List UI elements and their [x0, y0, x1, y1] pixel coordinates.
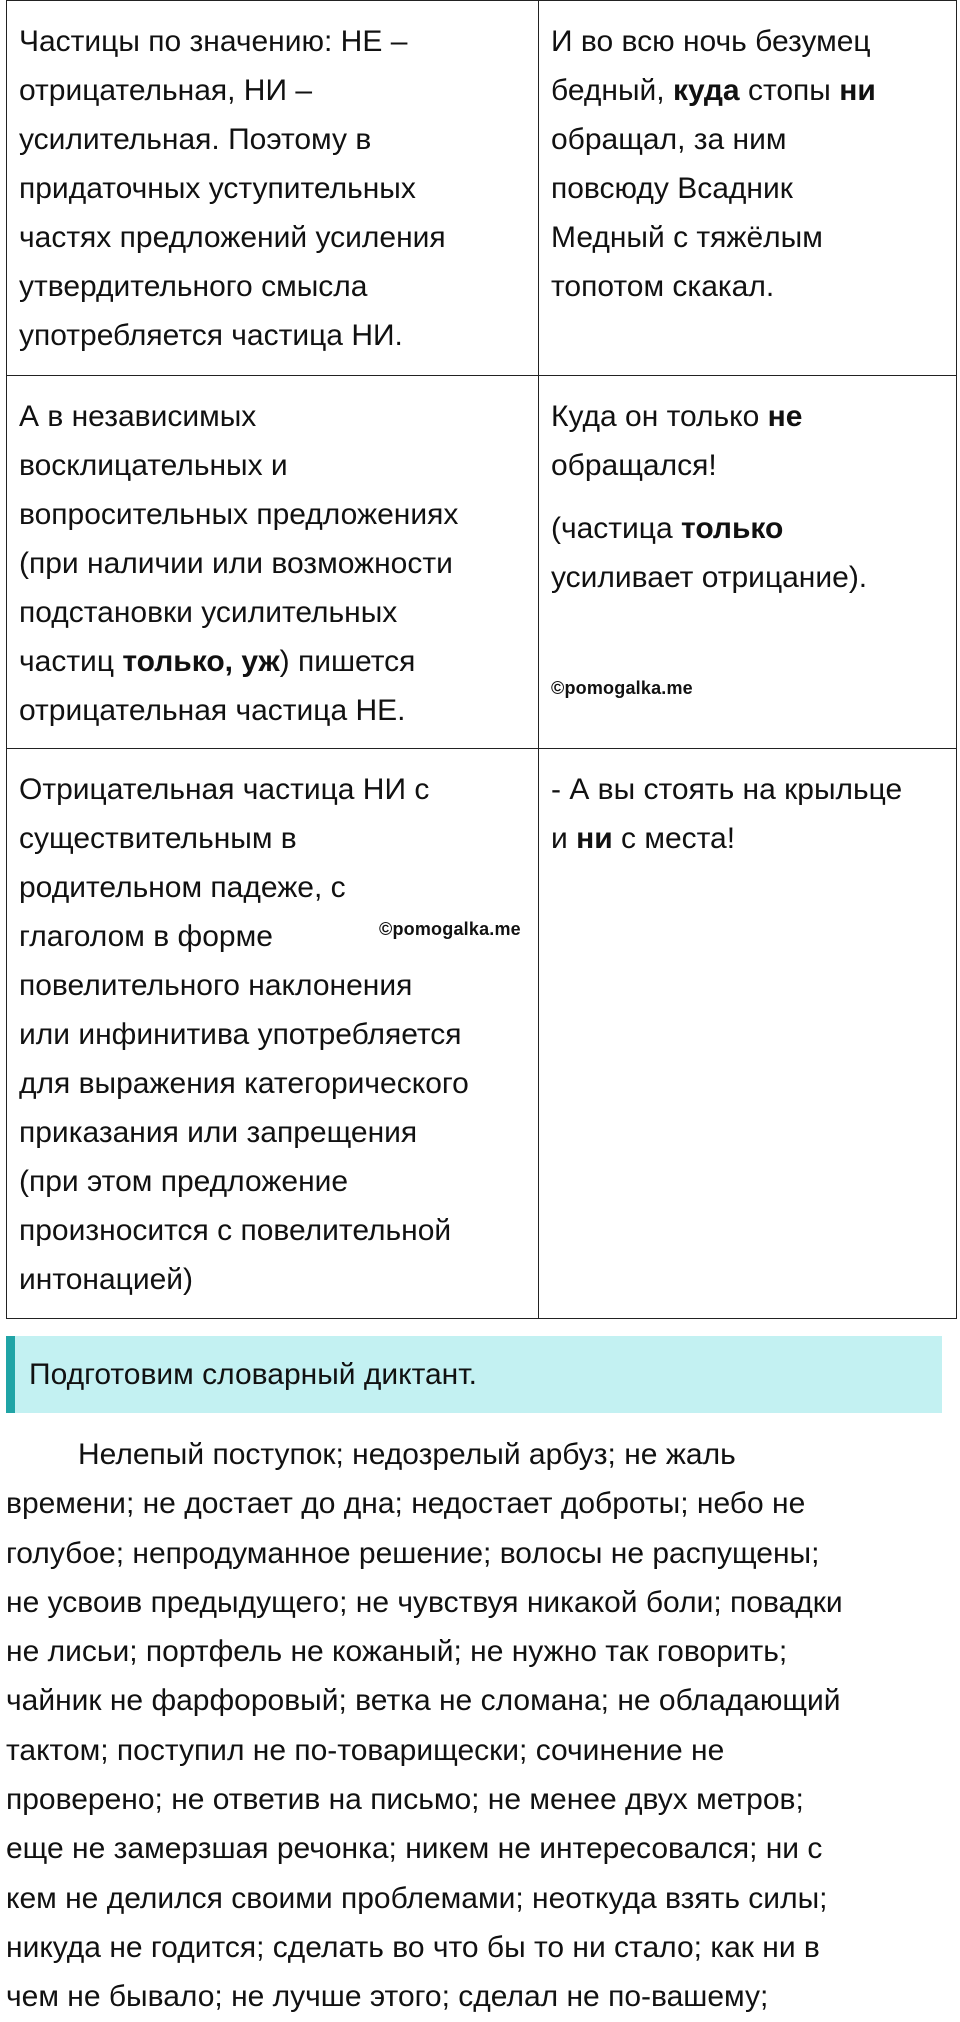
example-cell	[539, 376, 957, 749]
example-line: И во всю ночь безумец	[551, 25, 871, 58]
example-bold: ни	[576, 822, 613, 855]
rule-line: интонацией)	[19, 1263, 194, 1296]
rule-text: ) пишется	[279, 645, 416, 678]
example-paragraph	[551, 504, 946, 602]
dictation-line: никуда не годится; сделать во что бы то ни стало; как ни в	[6, 1930, 820, 1964]
dictation-line: голубое; непродуманное решение; волосы не распущены;	[6, 1536, 820, 1570]
rule-line: подстановки усилительных	[19, 596, 398, 629]
rule-line: восклицательных и	[19, 449, 288, 482]
example-cell	[539, 1, 957, 376]
example-line: усиливает отрицание).	[551, 561, 868, 594]
dictation-line: Нелепый поступок; недозрелый арбуз; не жаль	[78, 1438, 736, 1471]
rule-cell	[7, 1, 539, 376]
rule-line: (при этом предложение	[19, 1165, 349, 1198]
dictation-line: не усвоив предыдущего; не чувствуя никакой боли; повадки	[6, 1585, 843, 1619]
rule-line: Отрицательная частица НИ с	[19, 773, 430, 806]
dictation-line: проверено; не ответив на письмо; не менее двух метров;	[6, 1783, 804, 1817]
rule-cell	[7, 749, 539, 1319]
rule-text: частиц	[19, 645, 123, 678]
example-text: Куда он только	[551, 400, 768, 433]
rule-line: утвердительного смысла	[19, 270, 368, 303]
dictation-line: не лисьи; портфель не кожаный; не нужно так говорить;	[6, 1635, 788, 1669]
example-line: обращал, за ним	[551, 123, 787, 156]
rule-line: для выражения категорического	[19, 1067, 469, 1100]
example-cell	[539, 749, 957, 1319]
dictation-line: кем не делился своими проблемами; неоткуда взять силы;	[6, 1881, 828, 1915]
rule-line: придаточных уступительных	[19, 172, 416, 205]
rule-line: отрицательная, НИ –	[19, 74, 313, 107]
section-heading: Подготовим словарный диктант.	[29, 1358, 477, 1391]
watermark: ©pomogalka.me	[379, 919, 521, 939]
example-line: повсюду Всадник	[551, 172, 793, 205]
dictation-line: чем не бывало; не лучше этого; сделал не по-вашему;	[6, 1980, 769, 2014]
example-text: стопы	[739, 74, 840, 107]
dictation-line: чайник не фарфоровый; ветка не сломана; не обладающий	[6, 1684, 841, 1718]
example-line: обращался!	[551, 449, 717, 482]
example-text: (частица	[551, 512, 682, 545]
rules-table	[6, 0, 957, 1319]
dictation-paragraph	[6, 1430, 952, 2022]
rule-line: (при наличии или возможности	[19, 547, 453, 580]
example-text: бедный,	[551, 74, 673, 107]
rule-line: произносится с повелительной	[19, 1214, 452, 1247]
rule-line: усилительная. Поэтому в	[19, 123, 372, 156]
dictation-line: тактом; поступил не по-товарищески; сочинение не	[6, 1733, 725, 1767]
table-row	[7, 749, 957, 1319]
rule-line: частях предложений усиления	[19, 221, 446, 254]
example-line: топотом скакал.	[551, 270, 775, 303]
example-paragraph	[551, 392, 946, 490]
table-row	[7, 376, 957, 749]
rule-line: существительным в	[19, 822, 297, 855]
example-text: с места!	[612, 822, 736, 855]
example-line: Медный с тяжёлым	[551, 221, 823, 254]
rule-line: родительном падеже, с	[19, 871, 346, 904]
rule-line: отрицательная частица НЕ.	[19, 694, 406, 727]
rule-line: глаголом в форме	[19, 920, 273, 953]
rule-line: повелительного наклонения	[19, 969, 413, 1002]
rule-line: приказания или запрещения	[19, 1116, 418, 1149]
example-line: - А вы стоять на крыльце	[551, 773, 903, 806]
example-bold: только	[681, 512, 784, 545]
example-bold: куда	[672, 74, 740, 107]
rule-line: вопросительных предложениях	[19, 498, 459, 531]
dictation-line: времени; не достает до дна; недостает доброты; небо не	[6, 1487, 806, 1521]
rule-bold: только, уж	[122, 645, 280, 678]
rule-line: Частицы по значению: НЕ –	[19, 25, 408, 58]
rule-line: или инфинитива употребляется	[19, 1018, 462, 1051]
rule-line: употребляется частица НИ.	[19, 319, 403, 352]
rule-cell	[7, 376, 539, 749]
dictation-line: еще не замерзшая речонка; никем не интересовался; ни с	[6, 1832, 823, 1866]
watermark: ©pomogalka.me	[551, 678, 693, 698]
table-row	[7, 1, 957, 376]
example-text: и	[551, 822, 577, 855]
example-bold: не	[767, 400, 803, 433]
example-bold: ни	[839, 74, 876, 107]
section-heading-banner	[6, 1336, 942, 1413]
rule-line: А в независимых	[19, 400, 257, 433]
